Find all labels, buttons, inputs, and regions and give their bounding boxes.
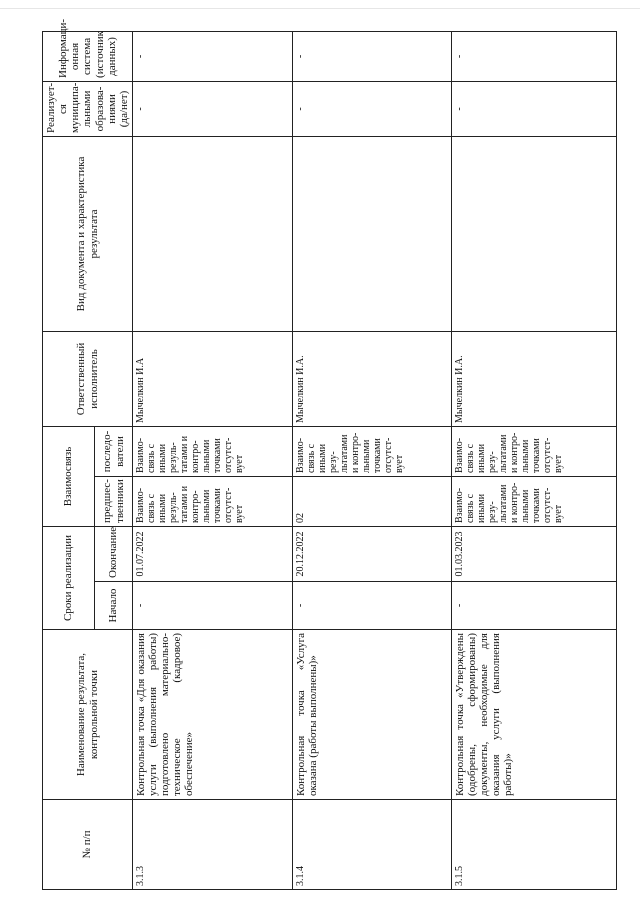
row-start: - [133,582,293,630]
header-end: Окончание [95,526,133,581]
row-succ: Взаимо-связь с иными резу-льтатами и контро-льными точками отсутст-вует [292,426,452,476]
row-responsible: Мычелкин И.А. [292,331,452,426]
row-name: Контрольная точка «Услуга оказана (работы выполнены)» [292,630,452,800]
table-row [452,31,617,889]
header-terms: Сроки реализации [43,526,95,629]
row-pred: 02 [292,476,452,526]
table-row [133,31,293,889]
header-municipal: Реализует-ся муниципа-льными образова-ниями (да/нет) [43,81,133,136]
row-name: Контрольная точка «Для оказания услуги (выполнения работы) подготовлено материально-техническое (кадровое) обеспечение» [133,630,293,800]
row-municipal: - [133,81,293,136]
row-start: - [452,582,617,630]
header-responsible: Ответственный исполнитель [43,331,133,426]
row-doc [292,136,452,331]
row-succ: Взаимо-связь с иными резуль-татами и контро-льными точками отсутст-вует [133,426,293,476]
row-responsible: Мычелкин И.А. [452,331,617,426]
row-infosys: - [452,31,617,81]
row-infosys: - [292,31,452,81]
rotated-table-container [42,18,617,890]
row-municipal: - [292,81,452,136]
header-num: № п/п [43,800,133,890]
row-pred: Взаимо-связь с иными резуль-татами и контро-льными точками отсутст-вует [133,476,293,526]
row-municipal: - [452,81,617,136]
header-start: Начало [95,582,133,630]
row-doc [133,136,293,331]
header-relation: Взаимосвязь [43,426,95,526]
header-doc: Вид документа и характеристика результата [43,136,133,331]
row-num: 3.1.3 [133,800,293,890]
table-row [292,31,452,889]
header-name: Наименование результата, контрольной точки [43,630,133,800]
row-start: - [292,582,452,630]
page-top-edge [0,8,640,9]
row-end: 01.03.2023 [452,526,617,581]
header-succ: последо-ватели [95,426,133,476]
header-infosys: Информаци-онная система (источник данных) [43,31,133,81]
row-num: 3.1.4 [292,800,452,890]
row-num: 3.1.5 [452,800,617,890]
row-pred: Взаимо-связь с иными резу-льтатами и контро-льными точками отсутст-вует [452,476,617,526]
row-end: 01.07.2022 [133,526,293,581]
row-end: 20.12.2022 [292,526,452,581]
row-infosys: - [133,31,293,81]
row-name: Контрольная точка «Утверждены (одобрены, сформированы) документы, необходимые для оказания услуги (выполнения работы)» [452,630,617,800]
row-succ: Взаимо-связь с иными резу-льтатами и контро-льными точками отсутст-вует [452,426,617,476]
header-pred: предшес-твенники [95,476,133,526]
results-table [42,18,617,890]
row-responsible: Мычелкин И.А [133,331,293,426]
row-doc [452,136,617,331]
